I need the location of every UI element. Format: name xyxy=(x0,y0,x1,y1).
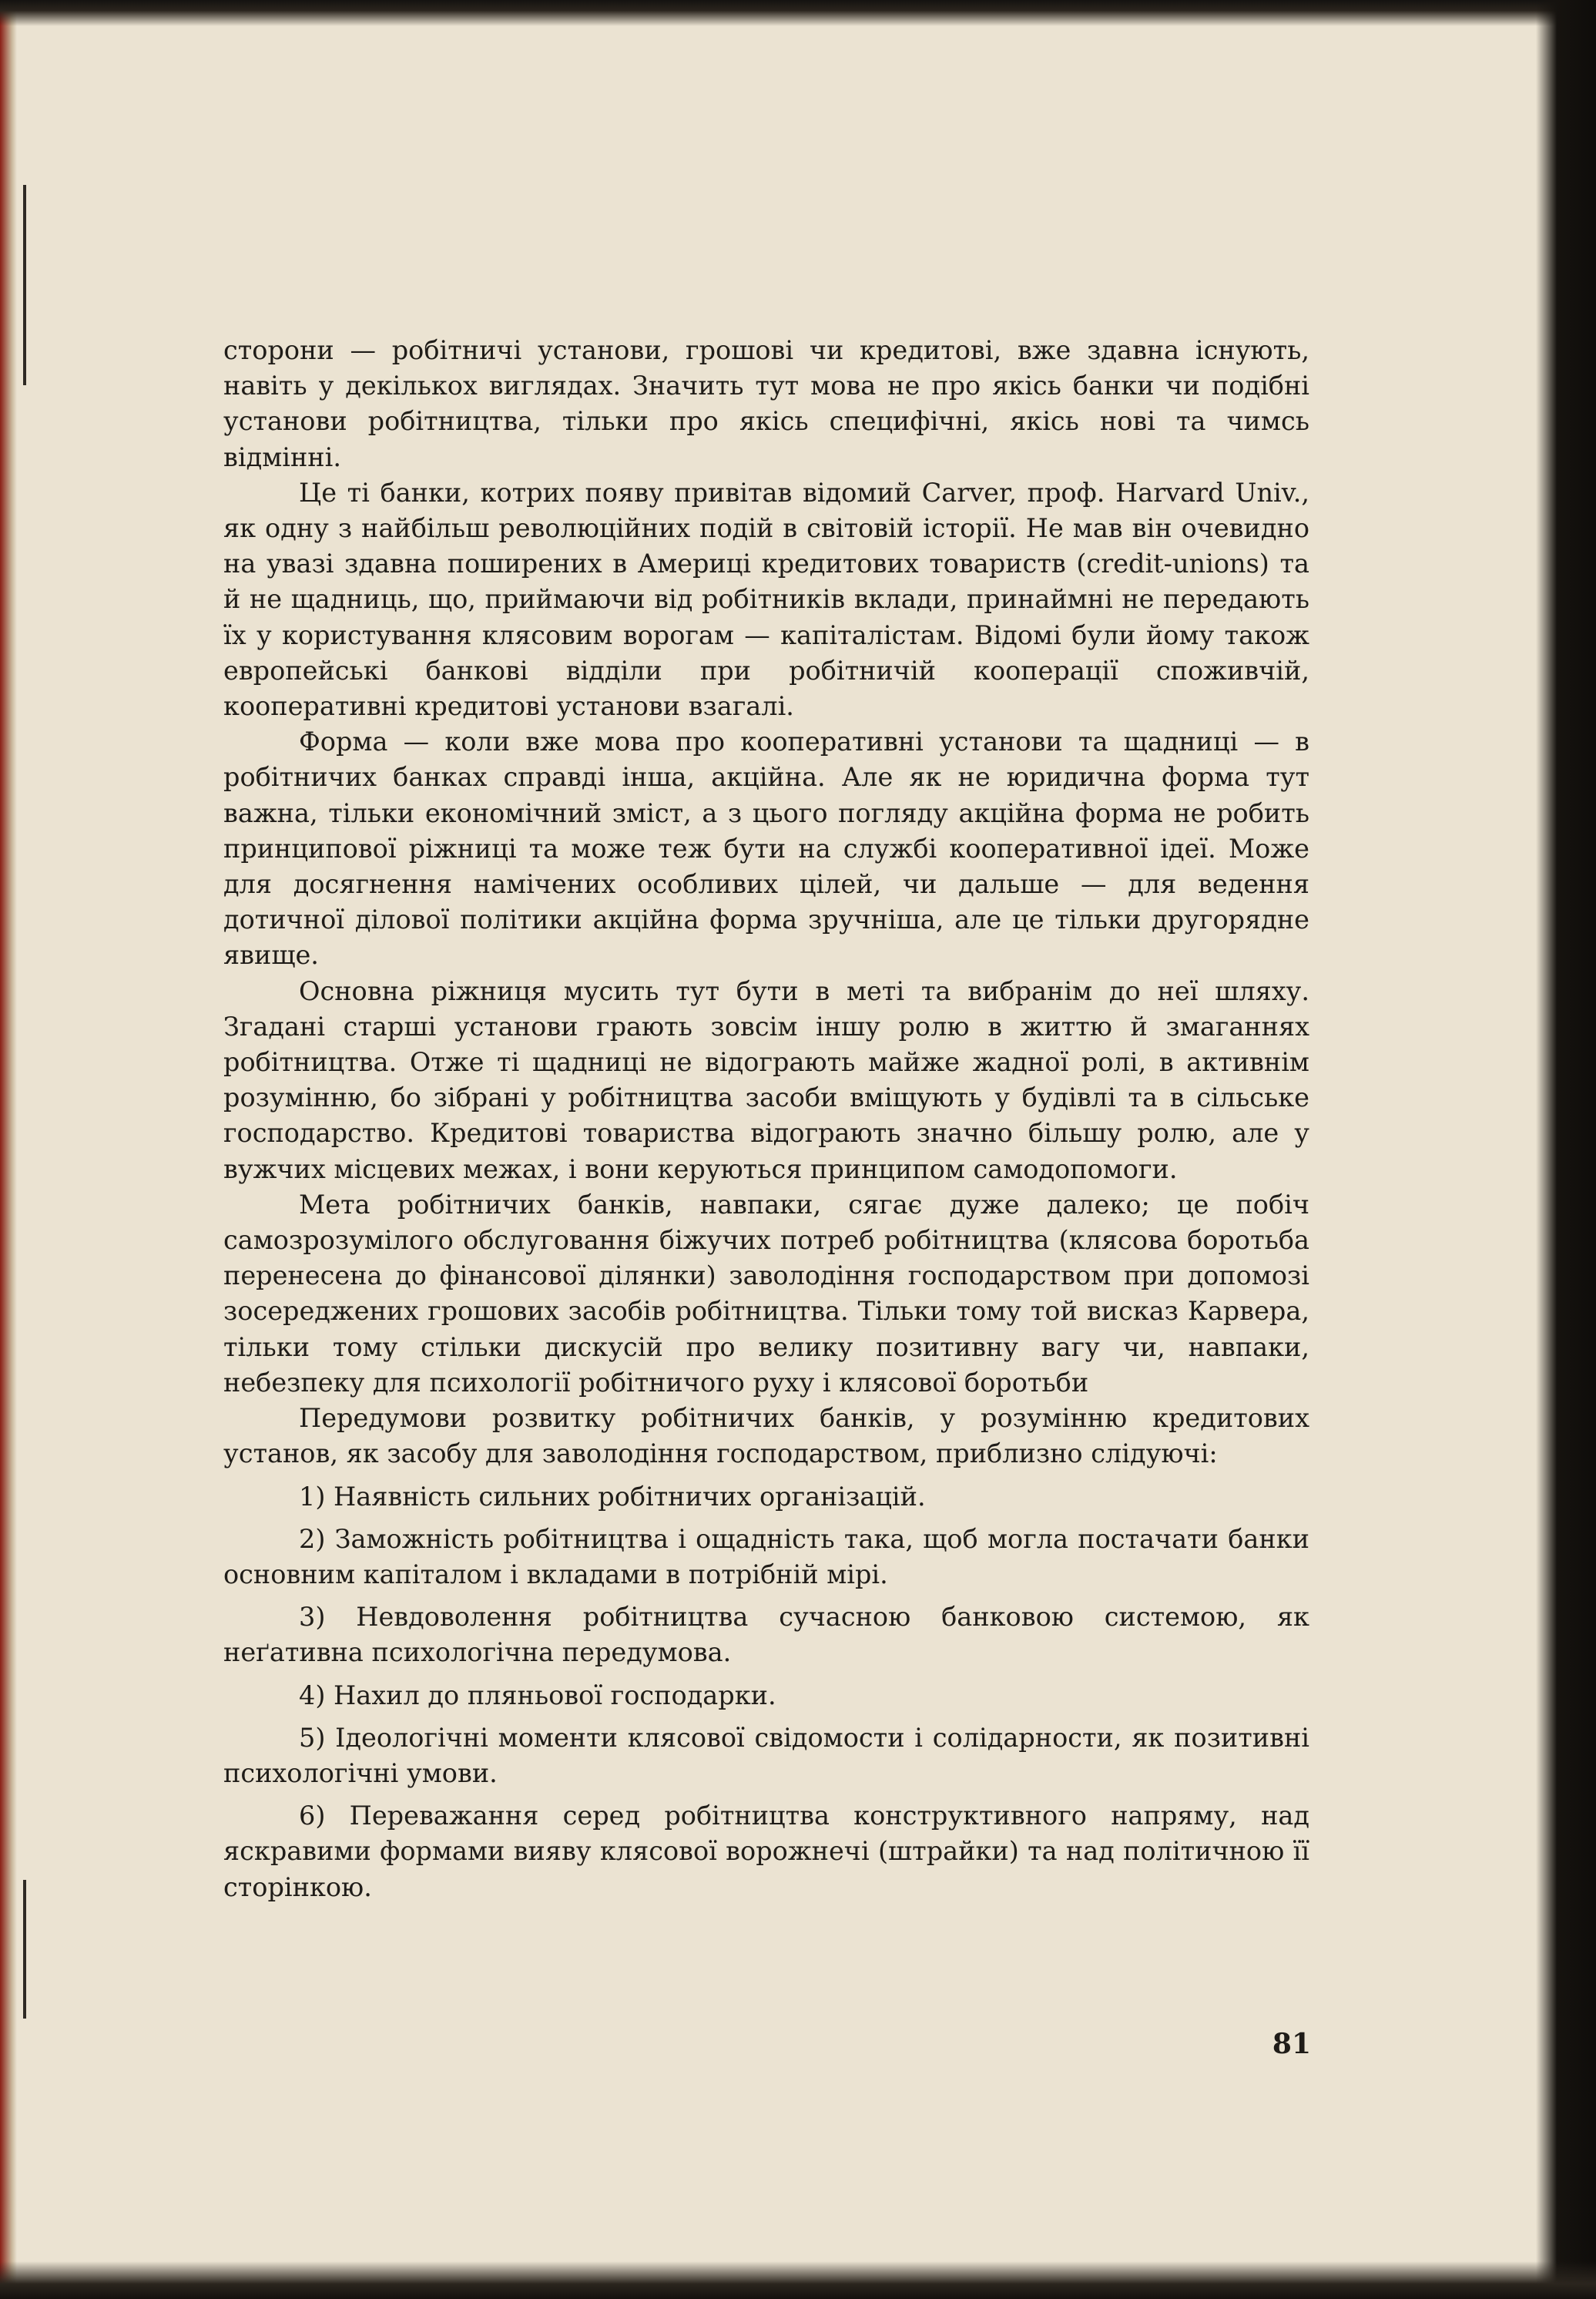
body-text xyxy=(223,333,1309,1905)
scan-right-edge xyxy=(1536,0,1596,2299)
list-item: 6) Переважання серед робітництва конструктивного напряму, над яскравими формами вияву клясової ворожнечі (штрайки) та над політичною її сторінкою. xyxy=(223,1801,1309,1902)
paragraph: Форма — коли вже мова про кооперативні установи та щадниці — в робітничих банках справді інша, акційна. Але як не юридична форма тут важна, тільки економічний зміст, а з цього погляду акційна форма не робить принципової ріжниці та може теж бути на службі кооперативної ідеї. Може для досягнення намічених особливих цілей, чи дальше — для ведення дотичної ділової політики акційна форма зручніша, але це тільки другорядне явище. xyxy=(223,727,1309,971)
book-binding-edge xyxy=(0,0,17,2299)
gutter-mark xyxy=(23,185,26,385)
list-item: 4) Нахил до пляньової господарки. xyxy=(299,1680,776,1710)
page-number: 81 xyxy=(1272,2028,1311,2060)
paragraph: Це ті банки, котрих появу привітав відомий Carver, проф. Harvard Univ., як одну з найбільш революційних подій в світовій історії. Не мав він очевидно на увазі здавна поширених в Америці кредитових товариств (credit-unions) та й не щадниць, що, приймаючи від робітників вклади, принаймні не передають їх у користування клясовим ворогам — капіталістам. Відомі були йому також европейські банкові відділи при робітничій кооперації споживчій, кооперативні кредитові установи взагалі. xyxy=(223,477,1309,722)
scan-top-edge xyxy=(0,0,1596,26)
paragraph: сторони — робітничі установи, грошові чи кредитові, вже здавна існують, навіть у декількох виглядах. Значить тут мова не про якісь банки чи подібні установи робітництва, тільки про якісь специфічні, якісь нові та чимсь відмінні. xyxy=(223,335,1309,472)
list-item: 2) Заможність робітництва і ощадність така, щоб могла постачати банки основним капіталом і вкладами в потрібній мірі. xyxy=(223,1523,1309,1589)
list-item: 3) Невдоволення робітництва сучасною банковою системою, як неґативна психологічна передумова. xyxy=(223,1602,1309,1668)
list-item: 1) Наявність сильних робітничих організацій. xyxy=(299,1481,926,1512)
gutter-mark xyxy=(23,1880,26,2019)
paragraph: Передумови розвитку робітничих банків, у розумінню кредитових установ, як засобу для заволодіння господарством, приблизно слідуючі: xyxy=(223,1403,1309,1469)
scan-bottom-edge xyxy=(0,2261,1596,2299)
paragraph: Основна ріжниця мусить тут бути в меті та вибранім до неї шляху. Згадані старші установи грають зовсім іншу ролю в життю й змаганнях робітництва. Отже ті щадниці не відограють майже жадної ролі, в активнім розумінню, бо зібрані у робітництва засоби вміщують у будівлі та в сільське господарство. Кредитові товариства відограють значно більшу ролю, але у вужчих місцевих межах, і вони керуються принципом самодопомоги. xyxy=(223,975,1309,1184)
paragraph: Мета робітничих банків, навпаки, сягає дуже далеко; це побіч самозрозумілого обслуговання біжучих потреб робітництва (клясова боротьба перенесена до фінансової ділянки) заволодіння господарством при допомозі зосереджених грошових засобів робітництва. Тільки тому той висказ Карвера, тільки тому стільки дискусій про велику позитивну вагу чи, навпаки, небезпеку для психології робітничого руху і клясової боротьби xyxy=(223,1189,1309,1398)
list-item: 5) Ідеологічні моменти клясової свідомости і солідарности, як позитивні психологічні умови. xyxy=(223,1722,1309,1788)
